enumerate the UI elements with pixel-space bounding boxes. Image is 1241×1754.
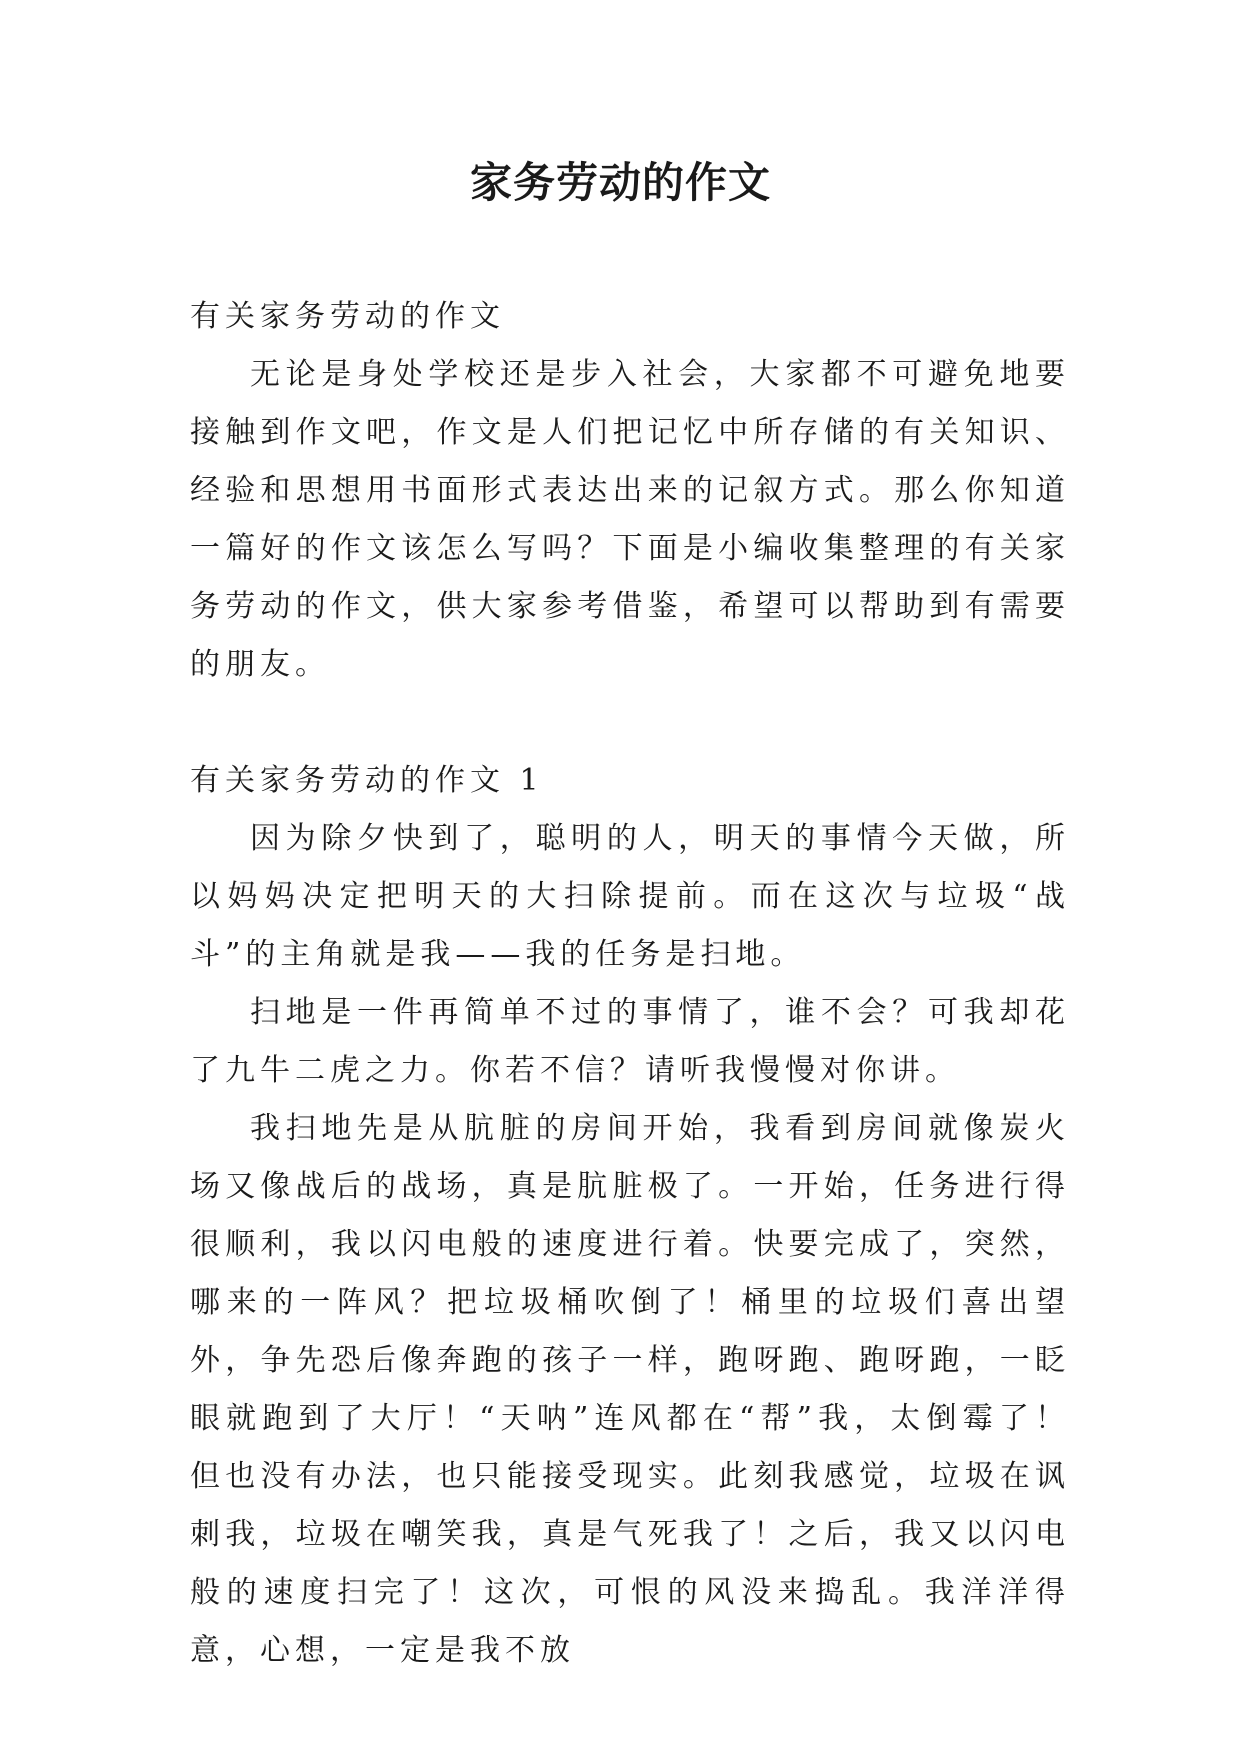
body-paragraph: 扫地是一件再简单不过的事情了，谁不会？可我却花了九牛二虎之力。你若不信？请听我慢慢对你讲。 [190,995,1070,1088]
intro-paragraph: 无论是身处学校还是步入社会，大家都不可避免地要接触到作文吧，作文是人们把记忆中所存储的有关知识、经验和思想用书面形式表达出来的记叙方式。那么你知道一篇好的作文该怎么写吗？下面是小编收集整理的有关家务劳动的作文，供大家参考借鉴，希望可以帮助到有需要的朋友。 [190,357,1070,682]
body-paragraph: 因为除夕快到了，聪明的人，明天的事情今天做，所以妈妈决定把明天的大扫除提前。而在这次与垃圾“战斗”的主角就是我——我的任务是扫地。 [190,821,1070,972]
document-body [190,288,1070,1680]
section-heading: 有关家务劳动的作文 1 [190,763,544,798]
body-paragraph: 我扫地先是从肮脏的房间开始，我看到房间就像炭火场又像战后的战场，真是肮脏极了。一开始，任务进行得很顺利，我以闪电般的速度进行着。快要完成了，突然，哪来的一阵风？把垃圾桶吹倒了！桶里的垃圾们喜出望外，争先恐后像奔跑的孩子一样，跑呀跑、跑呀跑，一眨眼就跑到了大厅！“天呐”连风都在“帮”我，太倒霉了！但也没有办法，也只能接受现实。此刻我感觉，垃圾在讽刺我，垃圾在嘲笑我，真是气死我了！之后，我又以闪电般的速度扫完了！这次，可恨的风没来捣乱。我洋洋得意，心想，一定是我不放 [190,1111,1070,1668]
document-title: 家务劳动的作文 [469,158,771,207]
intro-heading: 有关家务劳动的作文 [190,299,505,334]
section-spacer [190,694,1070,752]
